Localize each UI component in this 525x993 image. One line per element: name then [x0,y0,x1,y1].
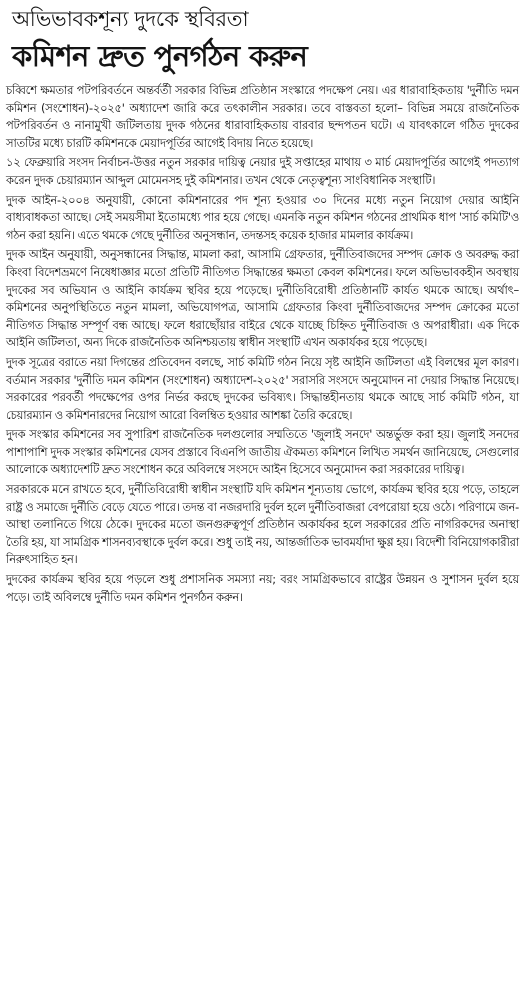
article-headline: কমিশন দ্রুত পুনর্গঠন করুন [12,39,308,73]
article-body [6,82,519,606]
article-paragraph-6: দুদক সংস্কার কমিশনের সব সুপারিশ রাজনৈতিক দলগুলোর সম্মতিতে 'জুলাই সনদে' অন্তর্ভুক্ত করা হয়। জুলাই সনদের পাশাপাশি দুদক সংস্কার কমিশনের যেসব প্রস্তাবে বিএনপি জাতীয় ঐকমত্য কমিশনে লিখিত সমর্থন জানিয়েছে, সেগুলোর আলোকে অধ্যাদেশটি দ্রুত সংশোধন করে অবিলম্বে সংসদে আইন হিসেবে অনুমোদন করা সরকারের দায়িত্ব। [6,427,519,477]
article-paragraph-4: দুদক আইন অনুযায়ী, অনুসন্ধানের সিদ্ধান্ত, মামলা করা, আসামি গ্রেফতার, দুর্নীতিবাজদের সম্পদ ক্রোক ও অবরুদ্ধ করা কিংবা বিদেশভ্রমণে নিষেধাজ্ঞার মতো প্রতিটি নীতিগত সিদ্ধান্তের ক্ষমতা কেবল কমিশনের। ফলে অভিভাবকহীন অবস্থায় দুদকের সব অভিযান ও আইনি কার্যক্রম স্থবির হয়ে পড়েছে। দুর্নীতিবিরোধী প্রতিষ্ঠানটি কার্যত থমকে আছে। অর্থাৎ– কমিশনের অনুপস্থিতিতে নতুন মামলা, অভিযোগপত্র, আসামি গ্রেফতার কিংবা দুর্নীতিবাজদের সম্পদ ক্রোকের মতো নীতিগত সিদ্ধান্ত সম্পূর্ণ বন্ধ আছে। ফলে ধরাছোঁয়ার বাইরে থেকে যাচ্ছে চিহ্নিত দুর্নীতিবাজ ও অপরাধীরা। এক দিকে আইনি জটিলতা, অন্য দিকে রাজনৈতিক অনিশ্চয়তায় স্বাধীন সংস্থাটি এখন অকার্যকর হয়ে পড়েছে। [6,247,519,350]
article-paragraph-2: ১২ ফেব্রুয়ারি সংসদ নির্বাচন-উত্তর নতুন সরকার দায়িত্ব নেয়ার দুই সপ্তাহের মাথায় ৩ মার্চ মেয়াদপূর্তির আগেই পদত্যাগ করেন দুদক চেয়ারম্যান আব্দুল মোমেনসহ দুই কমিশনার। তখন থেকে নেতৃত্বশূন্য সাংবিধানিক সংস্থাটি। [6,155,519,187]
article-kicker: অভিভাবকশূন্য দুদকে স্থবিরতা [12,7,249,31]
article-paragraph-3: দুদক আইন-২০০৪ অনুযায়ী, কোনো কমিশনারের পদ শূন্য হওয়ার ৩০ দিনের মধ্যে নতুন নিয়োগ দেয়ার আইনি বাধ্যবাধকতা আছে। সেই সময়সীমা ইতোমধ্যে পার হয়ে গেছে। এমনকি নতুন কমিশন গঠনের প্রাথমিক ধাপ 'সার্চ কমিটি'ও গঠন করা হয়নি। এতে থমকে গেছে দুর্নীতির অনুসন্ধান, তদন্তসহ কয়েক হাজার মামলার কার্যক্রম। [6,192,519,242]
article-paragraph-7: সরকারকে মনে রাখতে হবে, দুর্নীতিবিরোধী স্বাধীন সংস্থাটি যদি কমিশন শূন্যতায় ভোগে, কার্যক্রম স্থবির হয়ে পড়ে, তাহলে রাষ্ট্র ও সমাজে দুর্নীতি বেড়ে যেতে পারে। তদন্ত বা নজরদারি দুর্বল হলে দুর্নীতিবাজরা বেপরোয়া হয়ে ওঠে। পরিণামে জন-আস্থা তলানিতে গিয়ে ঠেকে। দুদকের মতো জনগুরুত্বপূর্ণ প্রতিষ্ঠান অকার্যকর হলে সরকারের প্রতি নাগরিকদের অনাস্থা তৈরি হয়, যা সামগ্রিক শাসনব্যবস্থাকে দুর্বল করে। শুধু তাই নয়, আন্তর্জাতিক ভাবমর্যাদা ক্ষুণ্ণ হয়। বিদেশী বিনিয়োগকারীরা নিরুৎসাহিত হন। [6,482,519,567]
article-paragraph-8: দুদকের কার্যক্রম স্থবির হয়ে পড়লে শুধু প্রশাসনিক সমস্যা নয়; বরং সামগ্রিকভাবে রাষ্ট্রের উন্নয়ন ও সুশাসন দুর্বল হয়ে পড়ে। তাই অবিলম্বে দুর্নীতি দমন কমিশন পুনর্গঠন করুন। [6,572,519,604]
article-paragraph-5: দুদক সূত্রের বরাতে নয়া দিগন্তের প্রতিবেদন বলছে, সার্চ কমিটি গঠন নিয়ে সৃষ্ট আইনি জটিলতা এই বিলম্বের মূল কারণ। বর্তমান সরকার 'দুর্নীতি দমন কমিশন (সংশোধন) অধ্যাদেশ-২০২৫' সরাসরি সংসদে অনুমোদন না দেয়ার সিদ্ধান্ত নিয়েছে। সরকারের পরবর্তী পদক্ষেপের ওপর নির্ভর করছে দুদকের ভবিষ্যৎ। সিদ্ধান্তহীনতায় থমকে আছে সার্চ কমিটি গঠন, যা চেয়ারম্যান ও কমিশনারদের নিয়োগ আরো বিলম্বিত হওয়ার আশঙ্কা তৈরি করেছে। [6,354,519,422]
article-paragraph-1: চব্বিশে ক্ষমতার পটপরিবর্তনে অন্তর্বর্তী সরকার বিভিন্ন প্রতিষ্ঠান সংস্কারে পদক্ষেপ নেয়। এর ধারাবাহিকতায় 'দুর্নীতি দমন কমিশন (সংশোধন)-২০২৫' অধ্যাদেশ জারি করে তৎকালীন সরকার। তবে বাস্তবতা হলো– বিভিন্ন সময়ে রাজনৈতিক পটপরিবর্তন ও নানামুখী জটিলতায় দুদক গঠনের ধারাবাহিকতায় বারবার ছন্দপতন ঘটে। এ যাবৎকালে গঠিত দুদকের সাতটির মধ্যে চারটি কমিশনকে মেয়াদপূর্তির আগেই বিদায় নিতে হয়েছে। [6,83,519,150]
